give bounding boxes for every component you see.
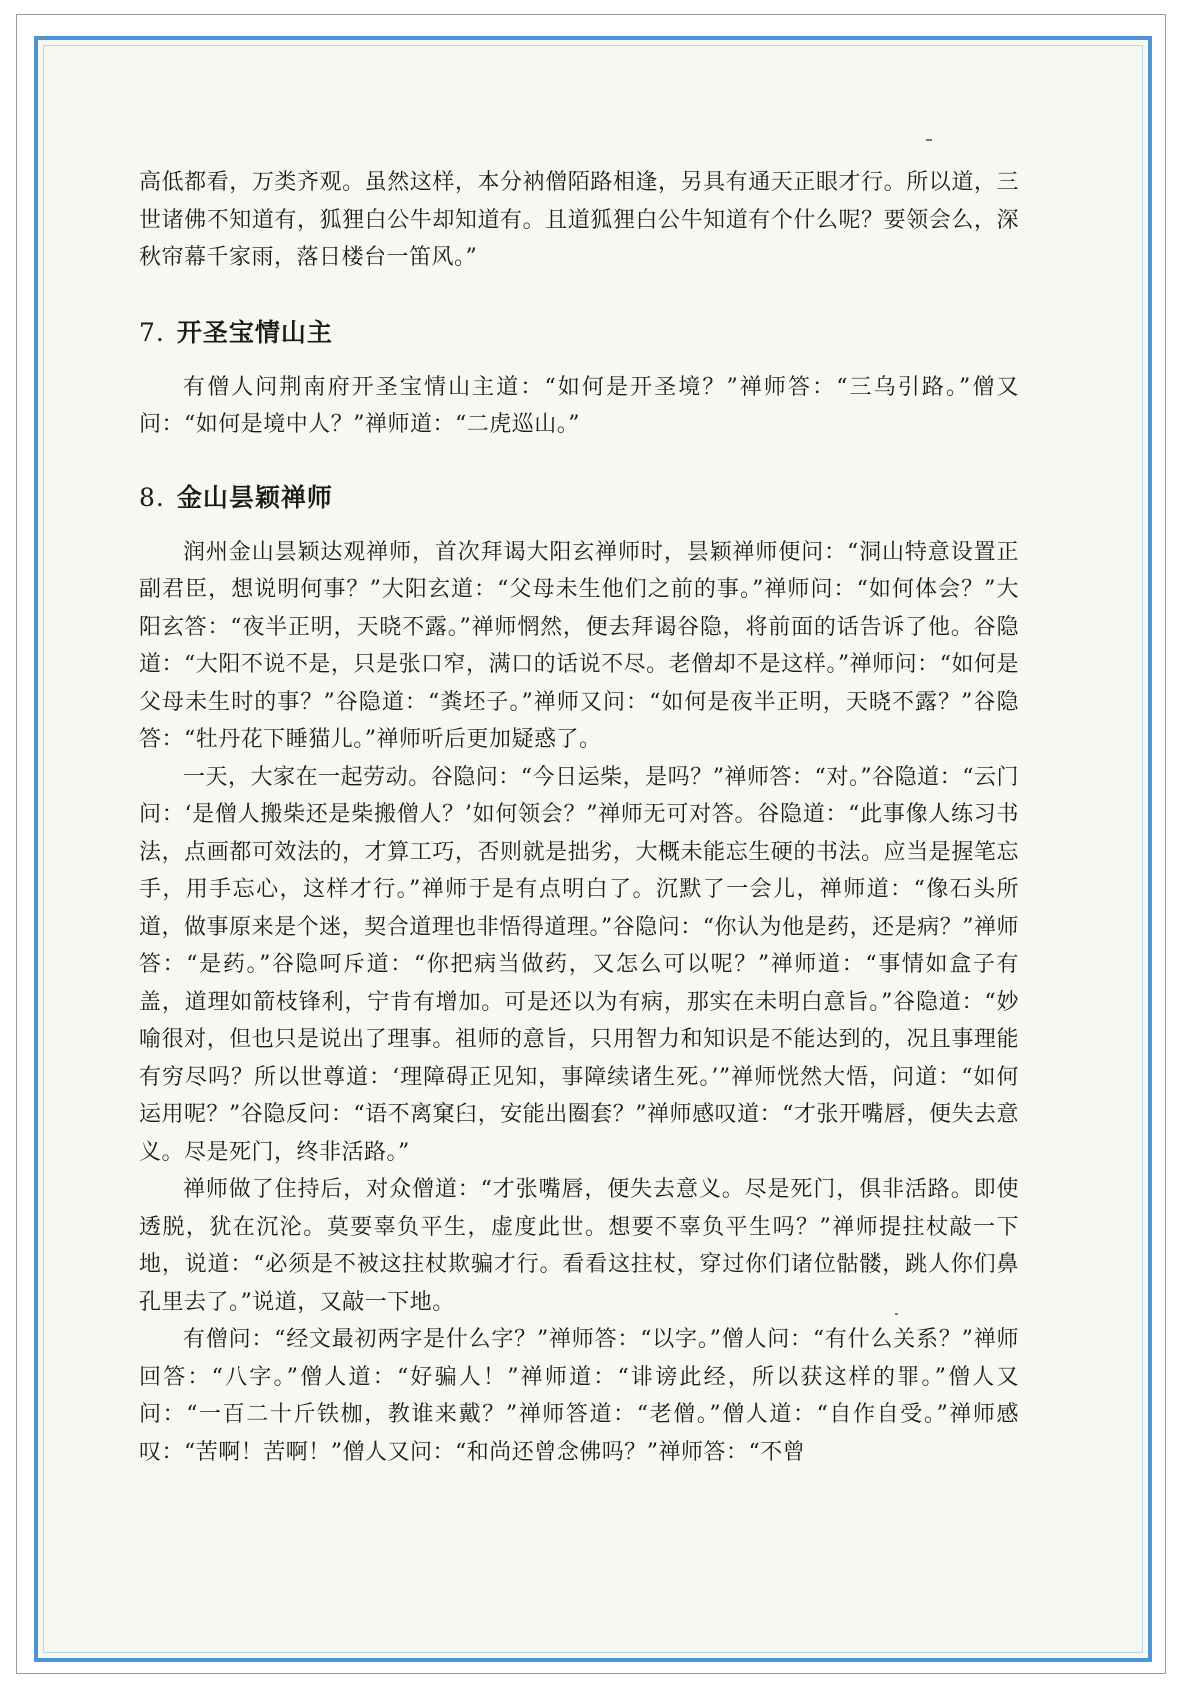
section-title: 金山昙颖禅师 [176,482,333,512]
scan-speck [926,139,932,141]
document-body [139,164,1019,1471]
section-paragraph: 有僧人问荆南府开圣宝情山主道：“如何是开圣境？”禅师答：“三乌引路。”僧又问：“如何是境中人？”禅师道：“二虎巡山。” [139,374,1019,437]
section-paragraph: 禅师做了住持后，对众僧道：“才张嘴唇，便失去意义。尽是死门，俱非活路。即使透脱，犹在沉沦。莫要辜负平生，虚度此世。想要不辜负平生吗？”禅师提拄杖敲一下地，说道：“必须是不被这拄杖欺骗才行。看看这拄杖，穿过你们诸位骷髅，跳人你们鼻孔里去了。”说道，又敲一下地。 [139,1177,1019,1315]
section-paragraph: 润州金山昙颖达观禅师，首次拜谒大阳玄禅师时，昙颖禅师便问：“洞山特意设置正副君臣，想说明何事？”大阳玄道：“父母未生他们之前的事。”禅师问：“如何体会？”大阳玄答：“夜半正明，天晓不露。”禅师惘然，便去拜谒谷隐，将前面的话告诉了他。谷隐道：“大阳不说不是，只是张口窄，满口的话说不尽。老僧却不是这样。”禅师问：“如何是父母未生时的事？”谷隐道：“粪坯子。”禅师又问：“如何是夜半正明，天晓不露？”谷隐答：“牡丹花下睡猫儿。”禅师听后更加疑惑了。 [139,539,1019,752]
section-heading [139,313,1019,349]
intro-paragraph: 高低都看，万类齐观。虽然这样，本分衲僧陌路相逢，另具有通天正眼才行。所以道，三世诸佛不知道有，狐狸白公牛却知道有。且道狐狸白公牛知道有个什么呢？要领会么，深秋帘幕千家雨，落日楼台一笛风。” [139,170,1019,270]
section-paragraph: 有僧问：“经文最初两字是什么字？”禅师答：“以字。”僧人问：“有什么关系？”禅师回答：“八字。”僧人道：“好骗人！”禅师道：“诽谤此经，所以获这样的罪。”僧人又问：“一百二十斤铁枷，教谁来戴？”禅师答道：“老僧。”僧人道：“自作自受。”禅师感叹：“苦啊！苦啊！”僧人又问：“和尚还曾念佛吗？”禅师答：“不曾 [139,1327,1019,1465]
section-number: 8. [139,482,165,512]
section-heading [139,478,1019,514]
section-paragraph: 一天，大家在一起劳动。谷隐问：“今日运柴，是吗？”禅师答：“对。”谷隐道：“云门问：‘是僧人搬柴还是柴搬僧人？’如何领会？”禅师无可对答。谷隐道：“此事像人练习书法，点画都可效法的，才算工巧，否则就是拙劣，大概未能忘生硬的书法。应当是握笔忘手，用手忘心，这样才行。”禅师于是有点明白了。沉默了一会儿，禅师道：“像石头所道，做事原来是个迷，契合道理也非悟得道理。”谷隐问：“你认为他是药，还是病？”禅师答：“是药。”谷隐呵斥道：“你把病当做药，又怎么可以呢？”禅师道：“事情如盒子有盖，道理如箭枝锋利，宁肯有增加。可是还以为有病，那实在未明白意旨。”谷隐道：“妙喻很对，但也只是说出了理事。祖师的意旨，只用智力和知识是不能达到的，况且事理能有穷尽吗？所以世尊道：‘理障碍正见知，事障续诸生死。’”禅师恍然大悟，问道：“如何运用呢？”谷隐反问：“语不离窠臼，安能出圈套？”禅师感叹道：“才张开嘴唇，便失去意义。尽是死门，终非活路。” [139,764,1019,1165]
section-title: 开圣宝情山主 [176,317,333,347]
section-number: 7. [139,317,165,347]
